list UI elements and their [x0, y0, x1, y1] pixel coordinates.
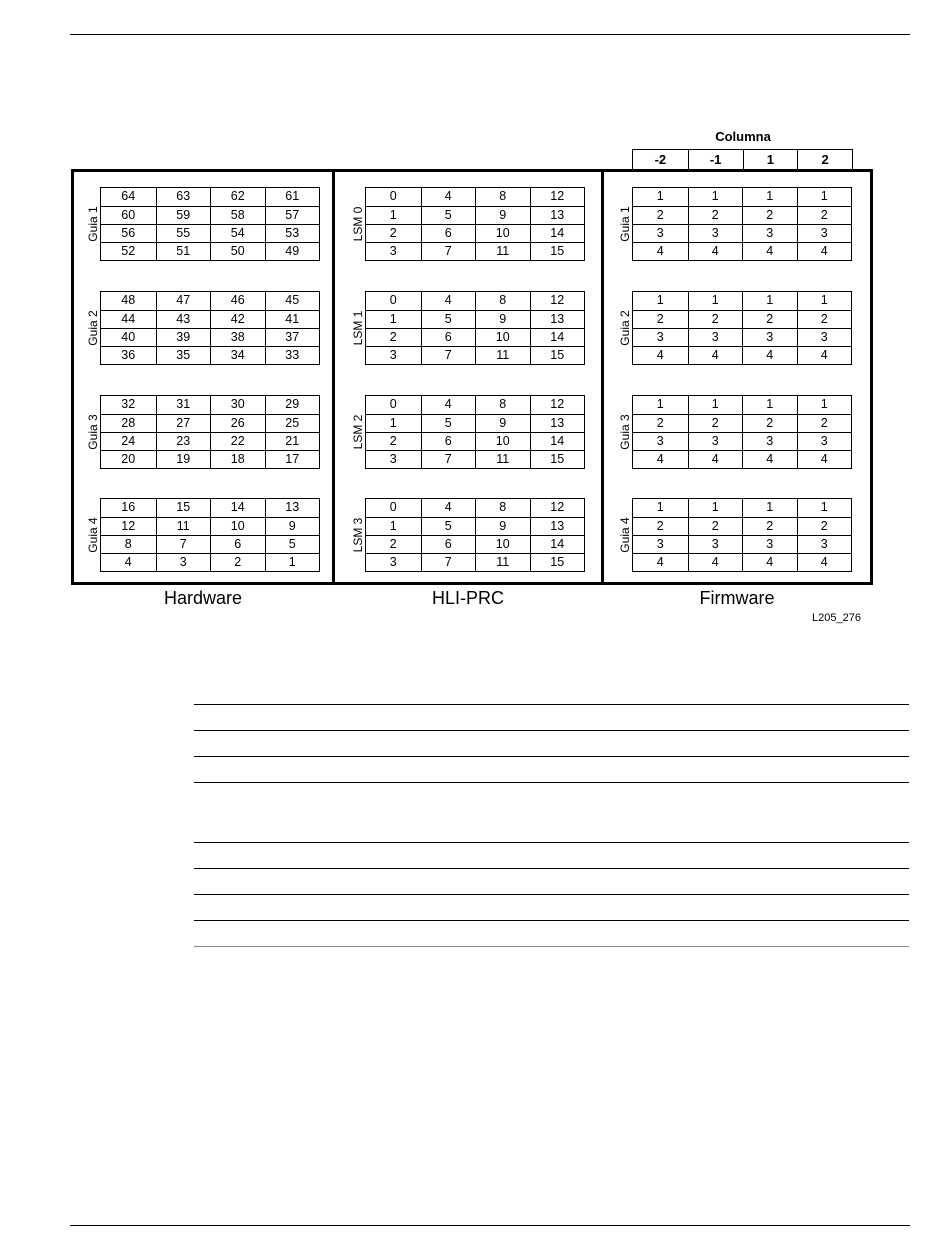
- grid-cell: 2: [366, 328, 421, 346]
- grid-cell: 4: [742, 242, 797, 260]
- grid-cell: 15: [530, 346, 585, 364]
- grid-cell: 13: [530, 310, 585, 328]
- footer-rule: [70, 1225, 910, 1226]
- table-rule: [194, 868, 909, 869]
- grid-cell: 50: [210, 242, 265, 260]
- grid-cell: 64: [121, 189, 136, 203]
- grid-cell: 10: [475, 224, 530, 242]
- grid-cell: 8: [475, 396, 530, 414]
- grid-cell: 14: [530, 328, 585, 346]
- grid-cell: 1: [656, 189, 664, 203]
- slot-grid: [100, 291, 320, 365]
- grid-cell: 41: [265, 310, 320, 328]
- grid-cell: 12: [530, 188, 585, 206]
- grid-cell: 42: [210, 310, 265, 328]
- grid-cell: 15: [530, 242, 585, 260]
- grid-cell: 29: [265, 396, 320, 414]
- grid-cell: 13: [530, 517, 585, 535]
- grid-cell: 27: [156, 414, 211, 432]
- table-rule: [194, 920, 909, 921]
- slot-grid: [632, 187, 852, 261]
- grid-cell: 3: [742, 535, 797, 553]
- group-label: LSM 3: [351, 517, 365, 553]
- grid-cell: 8: [475, 499, 530, 517]
- grid-cell: 59: [156, 206, 211, 224]
- column-header-cell: -1: [688, 150, 743, 169]
- grid-cell: 8: [101, 535, 156, 553]
- grid-cell: 3: [633, 224, 688, 242]
- grid-cell: 12: [530, 499, 585, 517]
- grid-cell: 1: [797, 396, 852, 414]
- grid-cell: 47: [156, 292, 211, 310]
- slot-grid: [365, 187, 585, 261]
- grid-cell: 3: [366, 553, 421, 571]
- grid-cell: 2: [688, 206, 743, 224]
- slot-grid: [100, 395, 320, 469]
- grid-cell: 2: [797, 206, 852, 224]
- grid-cell: 2: [366, 224, 421, 242]
- grid-cell: 2: [742, 206, 797, 224]
- grid-cell: 4: [688, 553, 743, 571]
- grid-cell: 6: [210, 535, 265, 553]
- grid-cell: 1: [265, 553, 320, 571]
- table-rule: [194, 756, 909, 757]
- grid-cell: 46: [210, 292, 265, 310]
- grid-cell: 6: [421, 535, 476, 553]
- section-label-hli-prc: HLI-PRC: [431, 588, 504, 608]
- grid-cell: 1: [366, 206, 421, 224]
- grid-cell: 15: [156, 499, 211, 517]
- grid-cell: 2: [633, 517, 688, 535]
- grid-cell: 3: [797, 535, 852, 553]
- grid-cell: 25: [265, 414, 320, 432]
- grid-cell: 4: [688, 242, 743, 260]
- grid-cell: 1: [688, 292, 743, 310]
- group-label: LSM 1: [351, 310, 365, 346]
- grid-cell: 0: [389, 500, 397, 514]
- grid-cell: 12: [101, 517, 156, 535]
- grid-cell: 2: [633, 206, 688, 224]
- grid-cell: 2: [688, 414, 743, 432]
- group-label: LSM 0: [351, 206, 365, 242]
- grid-cell: 4: [688, 450, 743, 468]
- grid-cell: 37: [265, 328, 320, 346]
- grid-cell: 58: [210, 206, 265, 224]
- grid-cell: 2: [797, 414, 852, 432]
- group-label: Guia 3: [618, 414, 632, 450]
- figure-code: L205_276: [812, 612, 861, 624]
- grid-cell: 19: [156, 450, 211, 468]
- grid-cell: 1: [797, 292, 852, 310]
- grid-cell: 1: [688, 396, 743, 414]
- grid-cell: 2: [742, 414, 797, 432]
- grid-cell: 10: [475, 535, 530, 553]
- grid-cell: 3: [366, 346, 421, 364]
- grid-cell: 6: [421, 224, 476, 242]
- grid-cell: 45: [265, 292, 320, 310]
- grid-cell: 2: [688, 310, 743, 328]
- grid-cell: 11: [475, 346, 530, 364]
- grid-cell: 9: [265, 517, 320, 535]
- grid-cell: 4: [421, 188, 476, 206]
- grid-cell: 4: [797, 450, 852, 468]
- grid-cell: 3: [742, 224, 797, 242]
- grid-cell: 5: [421, 517, 476, 535]
- grid-cell: 16: [121, 500, 136, 514]
- grid-cell: 3: [633, 432, 688, 450]
- grid-cell: 3: [797, 432, 852, 450]
- grid-cell: 7: [421, 450, 476, 468]
- grid-cell: 3: [797, 224, 852, 242]
- grid-cell: 14: [530, 535, 585, 553]
- grid-cell: 0: [389, 189, 397, 203]
- group-label: LSM 2: [351, 414, 365, 450]
- grid-cell: 8: [475, 188, 530, 206]
- group-label: Guia 3: [86, 414, 100, 450]
- grid-cell: 2: [797, 517, 852, 535]
- slot-grid: [100, 498, 320, 572]
- grid-cell: 2: [742, 310, 797, 328]
- grid-cell: 4: [633, 450, 688, 468]
- grid-cell: 15: [530, 450, 585, 468]
- grid-cell: 11: [156, 517, 211, 535]
- grid-cell: 3: [742, 328, 797, 346]
- grid-cell: 13: [530, 206, 585, 224]
- slot-grid: [100, 187, 320, 261]
- grid-cell: 4: [742, 346, 797, 364]
- grid-cell: 57: [265, 206, 320, 224]
- table-rule: [194, 730, 909, 731]
- grid-cell: 1: [742, 188, 797, 206]
- grid-cell: 3: [366, 242, 421, 260]
- grid-cell: 61: [265, 188, 320, 206]
- grid-cell: 4: [633, 346, 688, 364]
- grid-cell: 12: [530, 396, 585, 414]
- grid-cell: 2: [366, 432, 421, 450]
- grid-cell: 34: [210, 346, 265, 364]
- group-label: Guia 1: [86, 206, 100, 242]
- grid-cell: 7: [421, 346, 476, 364]
- table-rule: [194, 894, 909, 895]
- table-rule: [194, 946, 909, 947]
- table-rule: [194, 704, 909, 705]
- grid-cell: 14: [530, 432, 585, 450]
- grid-cell: 5: [265, 535, 320, 553]
- grid-cell: 1: [366, 517, 421, 535]
- grid-cell: 10: [475, 328, 530, 346]
- grid-cell: 2: [797, 310, 852, 328]
- grid-cell: 52: [101, 242, 156, 260]
- group-label: Guia 4: [618, 517, 632, 553]
- grid-cell: 6: [421, 432, 476, 450]
- grid-cell: 1: [742, 292, 797, 310]
- grid-cell: 11: [475, 242, 530, 260]
- group-label: Guia 4: [86, 517, 100, 553]
- grid-cell: 5: [421, 310, 476, 328]
- grid-cell: 20: [101, 450, 156, 468]
- section-label-firmware: Firmware: [699, 588, 775, 608]
- grid-cell: 32: [121, 397, 136, 411]
- grid-cell: 18: [210, 450, 265, 468]
- grid-cell: 1: [797, 188, 852, 206]
- grid-cell: 39: [156, 328, 211, 346]
- grid-cell: 22: [210, 432, 265, 450]
- grid-cell: 38: [210, 328, 265, 346]
- grid-cell: 3: [688, 432, 743, 450]
- table-rule: [194, 842, 909, 843]
- slot-grid: [365, 498, 585, 572]
- grid-cell: 9: [475, 517, 530, 535]
- grid-cell: 11: [475, 553, 530, 571]
- section-divider: [332, 169, 335, 585]
- grid-cell: 43: [156, 310, 211, 328]
- grid-cell: 56: [101, 224, 156, 242]
- grid-cell: 9: [475, 310, 530, 328]
- grid-cell: 17: [265, 450, 320, 468]
- grid-cell: 10: [475, 432, 530, 450]
- grid-cell: 63: [156, 188, 211, 206]
- grid-cell: 2: [688, 517, 743, 535]
- grid-cell: 40: [101, 328, 156, 346]
- grid-cell: 0: [389, 397, 397, 411]
- group-label: Guia 2: [618, 310, 632, 346]
- grid-cell: 4: [421, 396, 476, 414]
- grid-cell: 3: [797, 328, 852, 346]
- grid-cell: 60: [101, 206, 156, 224]
- group-label: Guia 1: [618, 206, 632, 242]
- grid-cell: 48: [121, 293, 136, 307]
- column-header-cell: -2: [654, 152, 667, 167]
- grid-cell: 4: [797, 553, 852, 571]
- grid-cell: 2: [210, 553, 265, 571]
- grid-cell: 1: [688, 188, 743, 206]
- grid-cell: 0: [389, 293, 397, 307]
- column-header-cell: 2: [797, 150, 852, 169]
- grid-cell: 35: [156, 346, 211, 364]
- grid-cell: 13: [265, 499, 320, 517]
- grid-cell: 7: [156, 535, 211, 553]
- grid-cell: 4: [633, 553, 688, 571]
- grid-cell: 8: [475, 292, 530, 310]
- grid-cell: 1: [366, 414, 421, 432]
- grid-cell: 3: [633, 535, 688, 553]
- grid-cell: 2: [742, 517, 797, 535]
- grid-cell: 23: [156, 432, 211, 450]
- table-rule: [194, 782, 909, 783]
- grid-cell: 36: [101, 346, 156, 364]
- grid-cell: 3: [688, 535, 743, 553]
- grid-cell: 3: [688, 328, 743, 346]
- grid-cell: 4: [797, 242, 852, 260]
- grid-cell: 1: [797, 499, 852, 517]
- grid-cell: 24: [101, 432, 156, 450]
- grid-cell: 2: [633, 414, 688, 432]
- grid-cell: 30: [210, 396, 265, 414]
- slot-grid: [632, 498, 852, 572]
- grid-cell: 13: [530, 414, 585, 432]
- section-label-hardware: Hardware: [163, 588, 243, 608]
- grid-cell: 31: [156, 396, 211, 414]
- grid-cell: 5: [421, 206, 476, 224]
- slot-grid: [365, 395, 585, 469]
- grid-cell: 4: [421, 499, 476, 517]
- grid-cell: 11: [475, 450, 530, 468]
- grid-cell: 14: [210, 499, 265, 517]
- section-divider: [601, 169, 604, 585]
- grid-cell: 4: [797, 346, 852, 364]
- grid-cell: 1: [742, 396, 797, 414]
- grid-cell: 4: [101, 553, 156, 571]
- grid-cell: 2: [366, 535, 421, 553]
- grid-cell: 55: [156, 224, 211, 242]
- grid-cell: 21: [265, 432, 320, 450]
- slot-grid: [632, 395, 852, 469]
- grid-cell: 4: [742, 450, 797, 468]
- grid-cell: 3: [366, 450, 421, 468]
- grid-cell: 1: [366, 310, 421, 328]
- column-header-cell: 1: [743, 150, 798, 169]
- grid-cell: 12: [530, 292, 585, 310]
- slot-grid: [632, 291, 852, 365]
- grid-cell: 7: [421, 242, 476, 260]
- grid-cell: 26: [210, 414, 265, 432]
- grid-cell: 2: [633, 310, 688, 328]
- group-label: Guia 2: [86, 310, 100, 346]
- grid-cell: 1: [656, 500, 664, 514]
- grid-cell: 10: [210, 517, 265, 535]
- grid-cell: 3: [742, 432, 797, 450]
- grid-cell: 4: [421, 292, 476, 310]
- grid-cell: 44: [101, 310, 156, 328]
- grid-cell: 9: [475, 206, 530, 224]
- grid-cell: 14: [530, 224, 585, 242]
- grid-cell: 62: [210, 188, 265, 206]
- grid-cell: 4: [688, 346, 743, 364]
- grid-cell: 15: [530, 553, 585, 571]
- grid-cell: 5: [421, 414, 476, 432]
- grid-cell: 9: [475, 414, 530, 432]
- grid-cell: 4: [633, 242, 688, 260]
- column-header-title: Columna: [715, 129, 771, 144]
- grid-cell: 54: [210, 224, 265, 242]
- grid-cell: 49: [265, 242, 320, 260]
- grid-cell: 6: [421, 328, 476, 346]
- grid-cell: 3: [156, 553, 211, 571]
- column-header: [632, 149, 853, 169]
- slot-grid: [365, 291, 585, 365]
- grid-cell: 1: [656, 293, 664, 307]
- grid-cell: 4: [742, 553, 797, 571]
- grid-cell: 1: [656, 397, 664, 411]
- grid-cell: 7: [421, 553, 476, 571]
- grid-cell: 3: [633, 328, 688, 346]
- grid-cell: 51: [156, 242, 211, 260]
- grid-cell: 53: [265, 224, 320, 242]
- grid-cell: 1: [742, 499, 797, 517]
- grid-cell: 1: [688, 499, 743, 517]
- grid-cell: 28: [101, 414, 156, 432]
- grid-cell: 3: [688, 224, 743, 242]
- grid-cell: 33: [265, 346, 320, 364]
